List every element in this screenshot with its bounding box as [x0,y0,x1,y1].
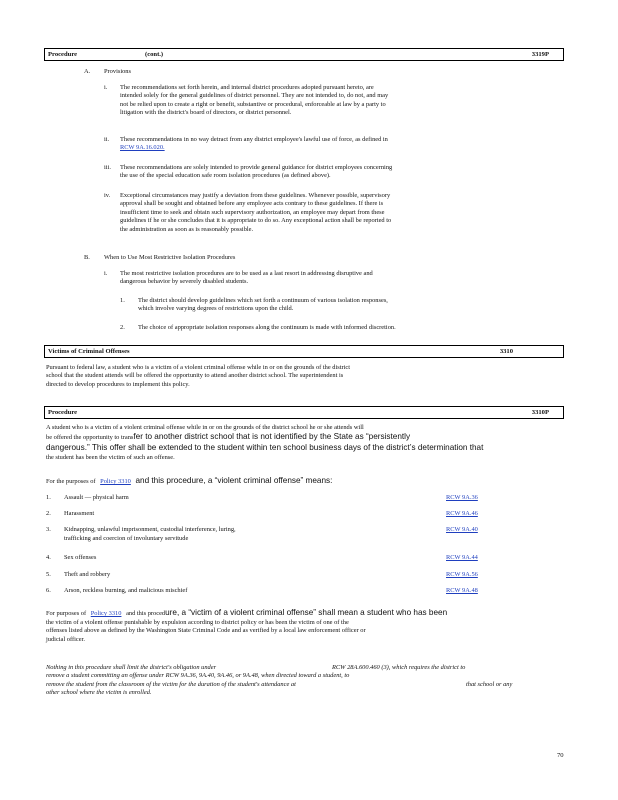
header-mid-label: (cont.) [145,51,164,58]
text: that school or any [466,680,513,688]
line [46,608,566,619]
item-num-a-iii: iii. [104,164,111,171]
offense-rcw-link[interactable]: RCW 9A.46 [446,510,478,517]
line [46,432,566,443]
offense-rcw-link[interactable]: RCW 9A.44 [446,554,478,561]
line: offenses listed above as defined by the Washington State Criminal Code and as verified by a local law enforcement officer or [46,627,366,635]
item-num-b-i: i. [104,270,108,277]
offense-num: 4. [46,554,51,561]
header-code: 3310 [499,348,513,355]
line: intended solely for the general guidelines of district personnel. They are not intended to, do not, and may [120,92,389,100]
line: Pursuant to federal law, a student who is a victim of a violent criminal offense while in or on the grounds of the district [46,364,351,371]
line: approval shall be sought and obtained before any employee acts contrary to these guidelines. If there is [120,200,384,208]
offense-label: Sex offenses [64,554,97,561]
line: directed to develop procedures to implement this policy. [46,380,190,388]
line: These recommendations are solely intended to provide general guidance for district employees concerning [120,164,393,171]
offense-label: Arson, reckless burning, and malicious mischief [64,587,188,594]
header-left-label: Procedure [48,409,78,416]
item-title-when-to-use: When to Use Most Restrictive Isolation Procedures [104,254,236,261]
obligation-note [46,664,566,698]
header-left-label: Victims of Criminal Offenses [48,348,130,355]
text: For the purposes of [46,478,96,485]
paragraph-a-iii [120,164,556,181]
line: The district should develop guidelines which set forth a continuum of various isolation responses, [138,297,388,304]
paragraph-b-i [120,270,556,287]
header-code: 3319P [531,51,549,58]
line: school that the student attends will be offered the opportunity to attend another district school. The superintendent is [46,372,344,380]
line: litigation with the district's board of directors, or district personnel. [120,109,292,117]
offense-rcw-link[interactable]: RCW 9A.36 [446,494,478,501]
paragraph-a-ii [120,136,556,153]
line-part: be offered the opportunity to trans [46,434,134,442]
line: The recommendations set forth herein, and internal district procedures adopted pursuant hereto, are [120,84,374,91]
line-part-large: fer to another district school that is not identified by the State as “persistently [133,432,411,442]
text: and this proced [126,610,166,617]
line: dangerous behavior by severely disabled students. [120,278,249,286]
item-letter-b: B. [84,254,90,261]
header-code: 3310P [531,409,549,416]
line-large: dangerous.” This offer shall be extended to the student within ten school business days of the district’s determination that [46,443,484,453]
line: guidelines if he or she concludes that it is appropriate to do so. Any exceptional action shall be reported to [120,217,392,225]
section-header-victims-3310 [44,345,564,358]
text-large: and this procedure, a “violent criminal offense” means: [135,476,333,485]
policy-3310-link[interactable]: Policy 3310 [90,610,122,617]
offense-num: 6. [46,587,51,594]
line: the student has been the victim of such an offense. [46,454,175,462]
line [46,681,566,689]
offense-label: Theft and robbery [64,571,111,578]
line: Exceptional circumstances may justify a deviation from these guidelines. Whenever possible, supervisory [120,192,391,199]
paragraph-a-i [120,84,556,118]
line: which involve varying degrees of restrictions upon the child. [138,305,294,313]
offense-label-cont: trafficking and coercion of involuntary servitude [64,535,189,542]
victim-definition [46,608,566,644]
offense-num: 5. [46,571,51,578]
line: insufficient time to seek and obtain such supervisory authorization, an employee may depart from these [120,208,385,216]
offense-label: Kidnapping, unlawful imprisonment, custodial interference, luring, [64,526,236,533]
item-title-provisions: Provisions [104,68,131,75]
line: the victim of a violent offense punishable by expulsion according to district policy or has been the victim of one of the [46,618,349,626]
line: the administration as soon as is reasonably possible. [120,225,254,233]
item-num-a-ii: ii. [104,136,110,143]
offense-num: 2. [46,510,51,517]
item-num-a-iv: iv. [104,192,111,199]
section-header-procedure-3310p [44,406,564,419]
offense-label: Harassment [64,510,95,517]
text: remove the student from the classroom of the victim for the duration of the student's attendance at [46,680,296,688]
section-header-procedure-3319p [44,48,564,61]
line: the use of the special education safe room isolation procedures (as defined above). [120,172,331,180]
text-large: ure, a “victim of a violent criminal offense” shall mean a student who has been [165,608,448,617]
item-num-b-2: 2. [120,324,125,331]
rcw-link[interactable]: RCW 9A.16.020. [120,144,165,152]
item-letter-a: A. [84,68,91,75]
violent-offense-definition [46,476,332,487]
text: Nothing in this procedure shall limit the district's obligation under [46,664,217,671]
line [46,664,566,672]
paragraph-b-1 [138,297,556,314]
offense-rcw-link[interactable]: RCW 9A.40 [446,526,478,533]
page-number: 70 [557,752,564,759]
offense-num: 1. [46,494,51,501]
line: judicial officer. [46,635,85,643]
policy-3310-text [46,364,562,389]
offense-num: 3. [46,526,51,533]
offense-label: Assault — physical harm [64,494,129,501]
paragraph-a-iv [120,192,556,234]
item-num-a-i: i. [104,84,108,91]
text: For purposes of [46,610,87,617]
line: A student who is a victim of a violent criminal offense while in or on the grounds of the district school he or she attends will [46,424,364,431]
policy-3310-link[interactable]: Policy 3310 [100,478,131,485]
header-left-label: Procedure [48,51,78,58]
line: not be relied upon to create a right or benefit, substantive or procedural, enforceable at law by a party to [120,100,386,108]
paragraph-b-2 [138,324,556,332]
line: other school where the victim is enrolled. [46,689,152,697]
offense-rcw-link[interactable]: RCW 9A.56 [446,571,478,578]
line: The most restrictive isolation procedures are to be used as a last resort in addressing disruptive and [120,270,373,277]
text: RCW 28A.600.460 (3), which requires the district to [332,664,466,671]
item-num-b-1: 1. [120,297,125,304]
offense-rcw-link[interactable]: RCW 9A.48 [446,587,478,594]
procedure-intro [46,424,566,463]
line: These recommendations in no way detract from any district employee's lawful use of force, as defined in [120,136,388,143]
line: The choice of appropriate isolation responses along the continuum is made with informed discretion. [138,324,396,331]
line: remove a student committing an offense under RCW 9A.36, 9A.40, 9A.46, or 9A.48, when directed toward a student, to [46,672,350,680]
